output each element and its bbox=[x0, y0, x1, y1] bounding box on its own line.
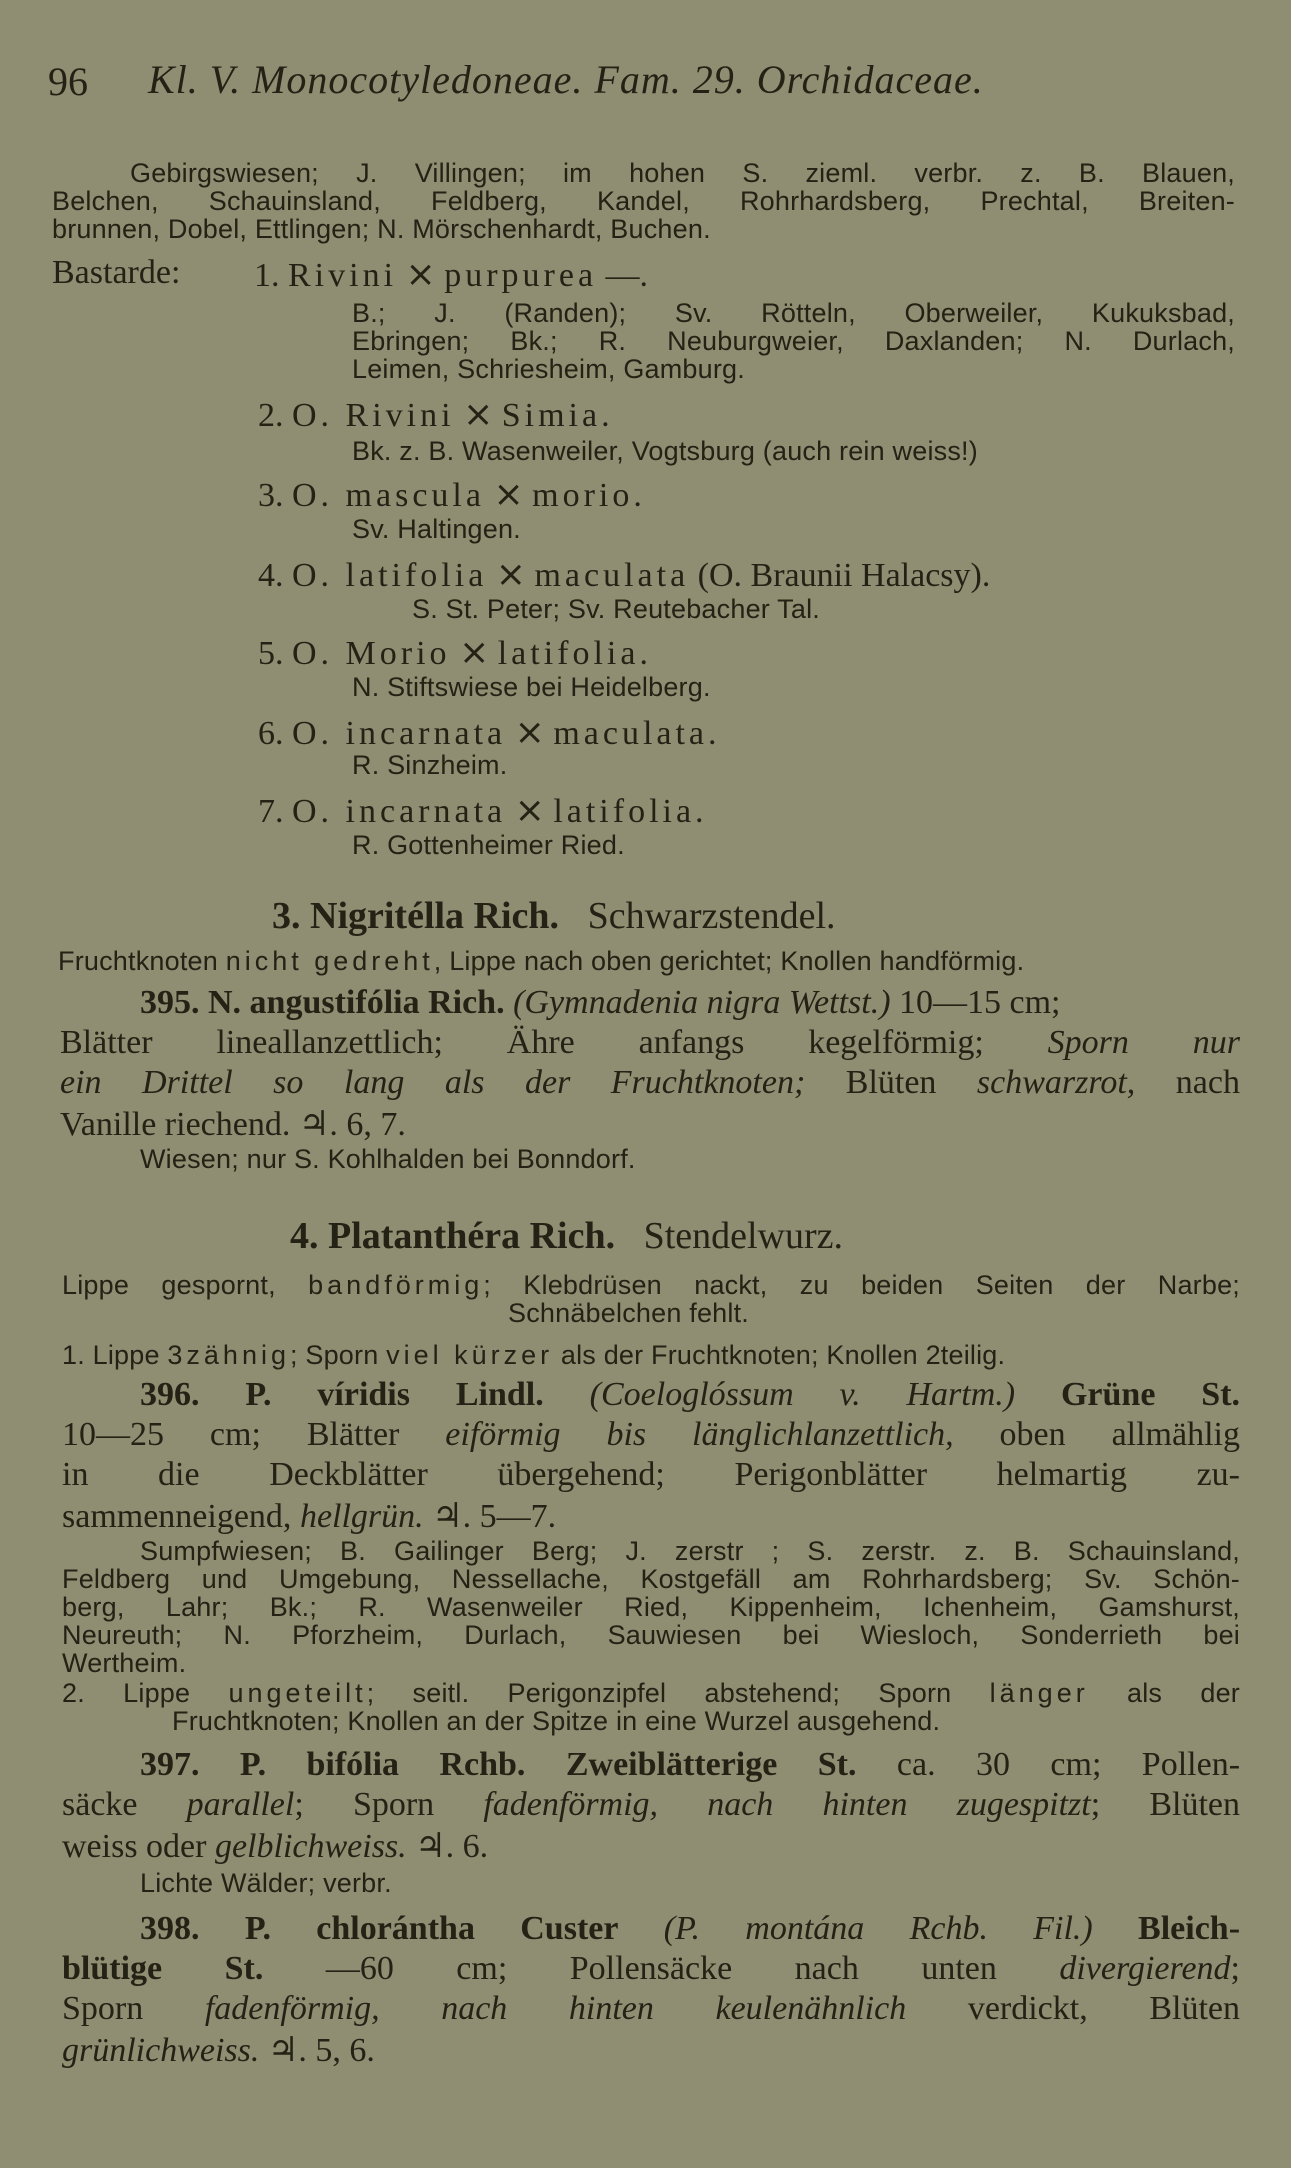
hybrid-locality: S. St. Peter; Sv. Reutebacher Tal. bbox=[412, 594, 821, 624]
species-description bbox=[62, 2030, 375, 2070]
hybrid-parent-b: Simia. bbox=[501, 397, 614, 434]
genus-common-name: Schwarzstendel. bbox=[587, 895, 836, 937]
hybrid-locality: B.; J. (Randen); Sv. Rötteln, Oberweiler, Kukuksbad, bbox=[352, 298, 1235, 328]
species-locality: Wiesen; nur S. Kohlhalden bei Bonndorf. bbox=[140, 1144, 636, 1174]
genus-heading bbox=[272, 894, 836, 938]
cross-icon: × bbox=[514, 790, 545, 831]
key-text: 2. Lippe bbox=[62, 1678, 229, 1708]
diagnosis-text: Fruchtknoten bbox=[58, 946, 226, 976]
hybrid-locality: R. Sinzheim. bbox=[352, 750, 508, 780]
species-text: 10—15 cm; bbox=[890, 984, 1061, 1021]
species-number: 398. bbox=[140, 1910, 200, 1947]
hybrid-number: 4. bbox=[258, 557, 284, 594]
species-emphasis: divergierend bbox=[1059, 1950, 1231, 1987]
hybrid-parent-a: O. Rivini bbox=[292, 397, 455, 434]
hybrid-tail: (O. Braunii Halacsy). bbox=[689, 557, 991, 594]
species-description bbox=[62, 1416, 1240, 1454]
hybrid-item bbox=[258, 474, 646, 515]
species-number: 397. bbox=[140, 1746, 200, 1783]
hybrid-parent-b: latifolia. bbox=[497, 635, 652, 672]
key-lead bbox=[62, 1678, 1240, 1709]
species-text: ; Blüten bbox=[1090, 1786, 1240, 1823]
hybrid-tail: —. bbox=[597, 257, 649, 294]
cross-icon: × bbox=[459, 632, 490, 673]
species-text: 10—25 cm; Blätter bbox=[62, 1416, 446, 1453]
hybrid-number: 5. bbox=[258, 635, 284, 672]
key-text: ; seitl. Perigonzipfel abstehend; Sporn bbox=[366, 1678, 990, 1708]
species-emphasis: parallel bbox=[186, 1786, 295, 1823]
hybrid-parent-a: Rivini bbox=[288, 257, 398, 294]
hybrid-parent-a: O. Morio bbox=[292, 635, 451, 672]
species-text: Sporn bbox=[62, 1990, 205, 2027]
species-text: nach bbox=[1135, 1064, 1240, 1101]
species-text: —60 cm; Pollensäcke nach unten bbox=[263, 1950, 1060, 1987]
species-emphasis: fadenförmig, nach hinten zugespitzt bbox=[483, 1786, 1091, 1823]
species-number: 396. bbox=[140, 1376, 200, 1413]
hybrid-parent-b: purpurea bbox=[444, 257, 598, 294]
species-text: ♃. 6. bbox=[406, 1828, 489, 1865]
species-name: P. víridis Lindl. bbox=[245, 1376, 544, 1413]
hybrid-number: 2. bbox=[258, 397, 284, 434]
species-description bbox=[60, 1024, 1240, 1062]
genus-diagnosis bbox=[62, 1270, 1240, 1301]
species-number: 395. bbox=[140, 984, 200, 1021]
hybrid-parent-a: O. incarnata bbox=[292, 793, 507, 830]
cross-icon: × bbox=[514, 712, 545, 753]
species-description bbox=[62, 1786, 1240, 1824]
diagnosis-text: , Lippe nach oben gerichtet; Knollen handförmig. bbox=[433, 946, 1025, 976]
hybrid-parent-b: latifolia. bbox=[553, 793, 708, 830]
hybrid-locality: R. Gottenheimer Ried. bbox=[352, 830, 625, 860]
key-lead bbox=[62, 1340, 1005, 1371]
species-text: ♃. 5—7. bbox=[423, 1498, 557, 1535]
genus-common-name: Stendelwurz. bbox=[643, 1215, 844, 1257]
species-text: sammenneigend, bbox=[62, 1498, 300, 1535]
species-synonym: (Coeloglóssum v. Hartm.) bbox=[589, 1376, 1016, 1413]
species-name: P. chlorántha Custer bbox=[244, 1910, 619, 1947]
hybrid-number: 6. bbox=[258, 715, 284, 752]
key-emphasis: viel kürzer bbox=[386, 1340, 554, 1370]
cross-icon: × bbox=[463, 394, 494, 435]
species-locality: Sumpfwiesen; B. Gailinger Berg; J. zerstr ; S. zerstr. z. B. Schauinsland, bbox=[140, 1536, 1240, 1566]
species-header bbox=[140, 984, 1061, 1022]
species-locality: Neureuth; N. Pforzheim, Durlach, Sauwiesen bei Wiesloch, Sonderrieth bei bbox=[62, 1620, 1240, 1650]
key-text: als der bbox=[1088, 1678, 1240, 1708]
intro-line: brunnen, Dobel, Ettlingen; N. Mörschenhardt, Buchen. bbox=[52, 214, 711, 244]
key-emphasis: länger bbox=[989, 1678, 1089, 1708]
species-text: ; bbox=[1230, 1950, 1240, 1987]
hybrid-parent-a: O. mascula bbox=[292, 477, 485, 514]
species-text: ♃. 5, 6. bbox=[259, 2032, 375, 2069]
genus-diagnosis bbox=[58, 946, 1024, 977]
species-emphasis: eiförmig bis länglichlanzettlich, bbox=[445, 1416, 954, 1453]
key-text: als der Fruchtknoten; Knollen 2teilig. bbox=[553, 1340, 1006, 1370]
species-common-name: blütige St. bbox=[62, 1950, 264, 1987]
key-text: ; Sporn bbox=[289, 1340, 387, 1370]
species-description bbox=[60, 1064, 1240, 1102]
species-common-name: Grüne St. bbox=[1060, 1376, 1241, 1413]
species-name: P. bifólia Rchb. bbox=[239, 1746, 526, 1783]
species-common-name: Bleich- bbox=[1138, 1910, 1241, 1947]
species-description bbox=[62, 1950, 1240, 1988]
hybrid-parent-b: maculata. bbox=[553, 715, 721, 752]
hybrid-parent-a: O. latifolia bbox=[292, 557, 488, 594]
species-header bbox=[140, 1746, 1240, 1784]
species-description bbox=[62, 1990, 1240, 2028]
species-emphasis: schwarzrot, bbox=[976, 1064, 1136, 1101]
genus-diagnosis: Schnäbelchen fehlt. bbox=[508, 1298, 749, 1328]
species-text: oben allmählig bbox=[953, 1416, 1240, 1453]
hybrid-item bbox=[258, 790, 708, 831]
genus-name: 4. Platanthéra Rich. bbox=[290, 1215, 616, 1257]
species-name: N. angustifólia Rich. bbox=[208, 984, 505, 1021]
species-header bbox=[140, 1376, 1240, 1414]
cross-icon: × bbox=[493, 474, 524, 515]
species-text: Blätter lineallanzettlich; Ähre anfangs kegelförmig; bbox=[60, 1024, 984, 1061]
species-emphasis: hellgrün. bbox=[299, 1498, 424, 1535]
species-emphasis: Sporn nur bbox=[1047, 1024, 1240, 1061]
hybrid-item bbox=[258, 554, 990, 595]
species-emphasis: grünlichweiss. bbox=[62, 2032, 260, 2069]
hybrid-locality: N. Stiftswiese bei Heidelberg. bbox=[352, 672, 711, 702]
species-synonym: (P. montána Rchb. Fil.) bbox=[663, 1910, 1093, 1947]
bastarde-label: Bastarde: bbox=[52, 254, 181, 291]
diagnosis-emphasis: bandförmig bbox=[308, 1270, 484, 1300]
hybrid-number: 1. bbox=[254, 257, 280, 294]
genus-heading bbox=[290, 1214, 843, 1258]
species-description bbox=[62, 1826, 488, 1866]
genus-name: 3. Nigritélla Rich. bbox=[272, 895, 560, 937]
running-title: Kl. V. Monocotyledoneae. Fam. 29. Orchidaceae. bbox=[148, 57, 984, 102]
hybrid-locality: Leimen, Schriesheim, Gamburg. bbox=[352, 354, 745, 384]
species-emphasis: gelblichweiss. bbox=[214, 1828, 407, 1865]
cross-icon: × bbox=[495, 554, 526, 595]
hybrid-number: 7. bbox=[258, 793, 284, 830]
species-text: ; Sporn bbox=[294, 1786, 484, 1823]
hybrid-locality: Ebringen; Bk.; R. Neuburgweier, Daxlanden; N. Durlach, bbox=[352, 326, 1235, 356]
species-locality: Lichte Wälder; verbr. bbox=[140, 1868, 392, 1898]
key-lead: Fruchtknoten; Knollen an der Spitze in eine Wurzel ausgehend. bbox=[172, 1706, 941, 1736]
hybrid-item bbox=[258, 632, 652, 673]
species-description bbox=[62, 1496, 556, 1536]
intro-line: Belchen, Schauinsland, Feldberg, Kandel, Rohrhardsberg, Prechtal, Breiten- bbox=[52, 186, 1235, 216]
hybrid-parent-b: maculata bbox=[534, 557, 690, 594]
species-text: weiss oder bbox=[62, 1828, 215, 1865]
species-emphasis: ein Drittel so lang als der Fruchtknoten; bbox=[60, 1064, 806, 1101]
hybrid-parent-a: O. incarnata bbox=[292, 715, 507, 752]
key-text: 1. Lippe bbox=[62, 1340, 168, 1370]
species-synonym: (Gymnadenia nigra Wettst.) bbox=[513, 984, 891, 1021]
key-emphasis: ungeteilt bbox=[228, 1678, 367, 1708]
species-text: säcke bbox=[62, 1786, 187, 1823]
cross-icon: × bbox=[405, 254, 436, 295]
hybrid-parent-b: morio. bbox=[532, 477, 646, 514]
species-locality: Feldberg und Umgebung, Nessellache, Kostgefäll am Rohrhardsberg; Sv. Schön- bbox=[62, 1564, 1240, 1594]
species-description: Vanille riechend. ♃. 6, 7. bbox=[60, 1106, 406, 1143]
species-description: in die Deckblätter übergehend; Perigonblätter helmartig zu- bbox=[62, 1456, 1240, 1493]
hybrid-locality: Sv. Haltingen. bbox=[352, 514, 521, 544]
hybrid-item bbox=[258, 712, 721, 753]
hybrid-item bbox=[254, 254, 648, 295]
species-emphasis: fadenförmig, nach hinten keulenähnlich bbox=[204, 1990, 907, 2027]
diagnosis-text: ; Klebdrüsen nackt, zu beiden Seiten der Narbe; bbox=[483, 1270, 1241, 1300]
key-emphasis: 3zähnig bbox=[167, 1340, 290, 1370]
species-text: verdickt, Blüten bbox=[906, 1990, 1240, 2027]
hybrid-number: 3. bbox=[258, 477, 284, 514]
species-locality: Wertheim. bbox=[62, 1648, 187, 1678]
intro-line: Gebirgswiesen; J. Villingen; im hohen S. zieml. verbr. z. B. Blauen, bbox=[130, 158, 1235, 188]
hybrid-locality: Bk. z. B. Wasenweiler, Vogtsburg (auch rein weiss!) bbox=[352, 436, 978, 466]
species-text: Blüten bbox=[805, 1064, 977, 1101]
species-text: ca. 30 cm; Pollen- bbox=[856, 1746, 1241, 1783]
diagnosis-emphasis: nicht gedreht bbox=[225, 946, 434, 976]
diagnosis-text: Lippe gespornt, bbox=[62, 1270, 309, 1300]
page-number: 96 bbox=[48, 59, 88, 104]
species-common-name: Zweiblätterige St. bbox=[565, 1746, 857, 1783]
hybrid-item bbox=[258, 394, 614, 435]
species-locality: berg, Lahr; Bk.; R. Wasenweiler Ried, Kippenheim, Ichenheim, Gamshurst, bbox=[62, 1592, 1240, 1622]
species-header bbox=[140, 1910, 1240, 1948]
